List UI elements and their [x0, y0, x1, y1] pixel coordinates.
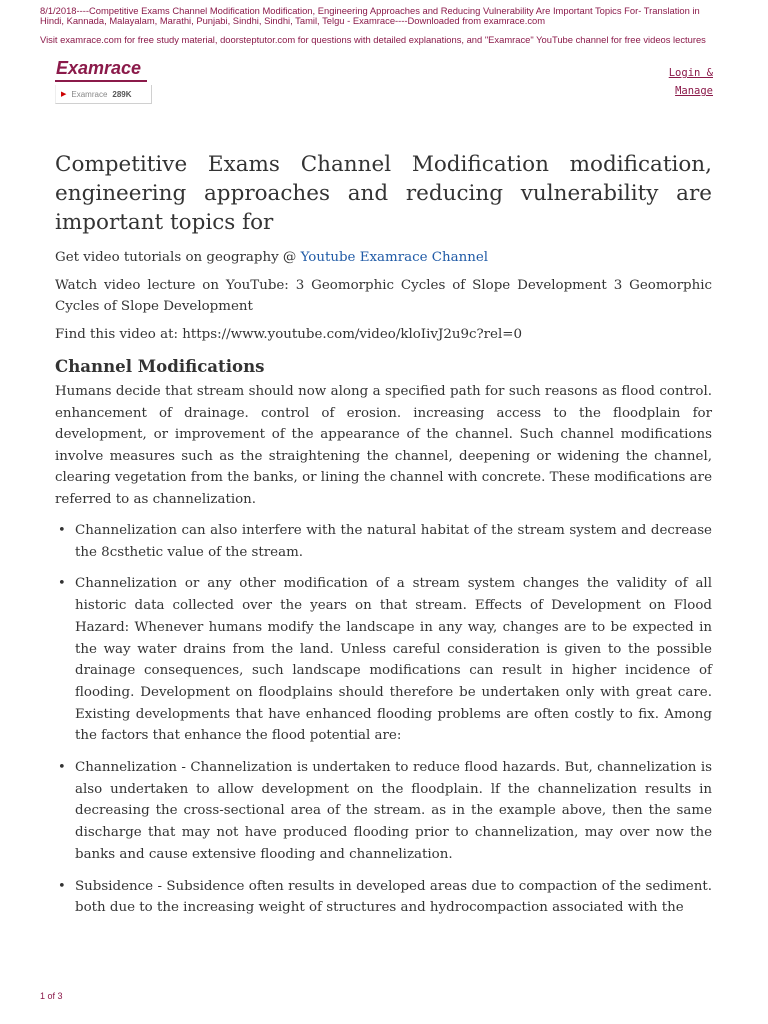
youtube-channel-name: Examrace	[71, 89, 108, 99]
find-video-line: Find this video at: https://www.youtube.com/video/kloIivJ2u9c?rel=0	[55, 326, 523, 342]
bullet-list	[55, 520, 712, 919]
youtube-subscribe-widget[interactable]	[55, 85, 152, 104]
list-item: • Channelization can also interfere with the natural habitat of the stream system and decrease the 8csthetic value of the stream.	[55, 520, 712, 563]
brand-block	[55, 57, 152, 104]
youtube-play-icon: ▶	[61, 91, 67, 98]
youtube-subscriber-count: 289K	[112, 89, 132, 99]
youtube-channel-link[interactable]: Youtube Examrace Channel	[300, 250, 489, 265]
page-number: 1 of 3	[40, 991, 63, 1001]
video-tutorials-prefix: Get video tutorials on geography @	[55, 250, 301, 265]
list-item: • Channelization - Channelization is undertaken to reduce flood hazards. But, channelization is also undertaken to allow development on the floodplain. lf the channelization results in decreasing the cross-sectional area of the stream. as in the example above, then the same discharge that may not have produced flooding prior to channelization, may over now the banks and cause extensive flooding and channelization.	[55, 757, 712, 866]
examrace-logo[interactable]: Examrace	[55, 57, 147, 82]
video-tutorials-line	[55, 247, 712, 269]
article	[55, 150, 712, 929]
print-header-title: 8/1/2018----Competitive Exams Channel Modification Modification, Engineering Approaches and Reducing Vulnerability Are Important Topics For- Translation in Hindi, Kannada, Malayalam, Marathi, Punjabi, Sindhi, Sindhi, Tamil, Telgu - Examrace----Downloaded from examrace.com	[40, 5, 700, 26]
print-header	[40, 6, 720, 45]
login-link-line2: Manage	[675, 85, 713, 97]
article-title: Competitive Exams Channel Modification modification, engineering approaches and reducing vulnerability are important topics for	[55, 152, 712, 235]
section-heading: Channel Modifications	[55, 356, 265, 376]
watch-video-line: Watch video lecture on YouTube: 3 Geomorphic Cycles of Slope Development 3 Geomorphic Cycles of Slope Development	[55, 277, 712, 314]
login-link-line1: Login &	[668, 67, 713, 79]
intro-paragraph: Humans decide that stream should now along a specified path for such reasons as flood control. enhancement of drainage. control of erosion. increasing access to the floodplain for development, or improvement of the appearance of the channel. Such channel modifications involve measures such as the straightening the channel, deepening or widening the channel, clearing vegetation from the banks, or lining the channel with concrete. These modifications are referred to as channelization.	[55, 384, 712, 507]
list-item: • Channelization or any other modification of a stream system changes the validity of all historic data collected over the years on that stream. Effects of Development on Flood Hazard: Whenever humans modify the landscape in any way, changes are to be expected in the way water drains from the land. Unless careful consideration is given to the possible drainage consequences, such landscape modifications can result in higher incidence of flooding. Development on floodplains should therefore be undertaken only with great care. Existing developments that have enhanced flooding problems are often costly to fix. Among the factors that enhance the flood potential are:	[55, 573, 712, 747]
list-item: • Subsidence - Subsidence often results in developed areas due to compaction of the sediment. both due to the increasing weight of structures and hydrocompaction associated with the	[55, 876, 712, 919]
login-manage-link[interactable]	[665, 64, 713, 100]
print-header-visit: Visit examrace.com for free study material, doorsteptutor.com for questions with detailed explanations, and "Examrace" YouTube channel for free videos lectures	[40, 34, 706, 45]
